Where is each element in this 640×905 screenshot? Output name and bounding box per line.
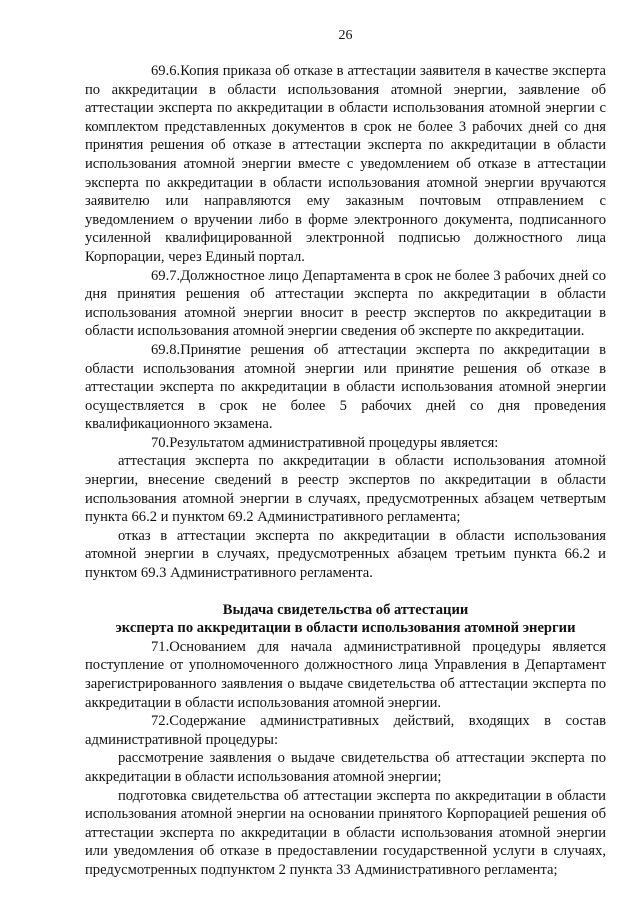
paragraph	[85, 787, 606, 880]
paragraph-number: 71.	[151, 638, 170, 655]
paragraph-text: Содержание административных действий, входящих в состав административной процедуры:	[85, 713, 606, 748]
section-title-line-2: эксперта по аккредитации в области использования атомной энергии	[115, 620, 576, 637]
paragraph-text: отказ в аттестации эксперта по аккредитации в области использования атомной энергии в случаях, предусмотренных абзацем третьим пункта 66.2 и пунктом 69.3 Административного регламента.	[85, 527, 606, 582]
paragraph	[85, 638, 606, 712]
paragraph	[85, 341, 606, 434]
paragraph-number: 69.8.	[151, 341, 181, 358]
paragraph-text: Копия приказа об отказе в аттестации заявителя в качестве эксперта по аккредитации в области использования атомной энергии, заявление об аттестации эксперта по аккредитации в области использования атомной энергии с комплектом представленных документов в срок не более 3 рабочих дней со дня принятия решения об отказе в аттестации эксперта по аккредитации в области использования атомной энергии вместе с уведомлением об отказе в аттестации эксперта по аккредитации в области использования атомной энергии вручаются заявителю или направляются ему заказным почтовым отправлением с уведомлением о вручении либо в форме электронного документа, подписанного усиленной квалифицированной электронной подписью должностного лица Корпорации, через Единый портал.	[85, 63, 606, 265]
paragraph-text: Результатом административной процедуры является:	[169, 434, 499, 451]
paragraph-number: 69.6.	[151, 63, 181, 79]
paragraph-text: рассмотрение заявления о выдаче свидетельства об аттестации эксперта по аккредитации в области использования атомной энергии;	[85, 750, 606, 785]
paragraph	[85, 452, 606, 526]
paragraphs-bottom	[85, 638, 606, 880]
paragraph-number: 69.7.	[151, 267, 181, 284]
paragraph	[85, 712, 606, 749]
paragraph-number: 70.	[151, 434, 170, 451]
paragraph-number: 72.	[151, 713, 170, 730]
section-title	[85, 601, 606, 638]
paragraph-text: подготовка свидетельства об аттестации эксперта по аккредитации в области использования атомной энергии на основании принятого Корпорацией решения об аттестации эксперта по аккредитации в области использования атомной энергии или уведомления об отказе в предоставлении государственной услуги в случаях, предусмотренных подпунктом 2 пункта 33 Административного регламента;	[85, 787, 606, 878]
paragraph	[85, 267, 606, 341]
paragraph-text: Принятие решения об аттестации эксперта по аккредитации в области использования атомной энергии или принятие решения об отказе в аттестации эксперта по аккредитации в области использования атомной энергии осуществляется в срок не более 5 рабочих дней со дня проведения квалификационного экзамена.	[85, 341, 606, 433]
document-body	[85, 62, 606, 880]
page-number: 26	[338, 28, 353, 43]
paragraph-text: Основанием для начала административной процедуры является поступление от уполномоченного должностного лица Управления в Департамент зарегистрированного заявления о выдаче свидетельства об аттестации эксперта по аккредитации в области использования атомной энергии.	[85, 638, 606, 711]
paragraphs-top	[85, 62, 606, 583]
paragraph-text: аттестация эксперта по аккредитации в области использования атомной энергии, внесение сведений в реестр экспертов по аккредитации в области использования атомной энергии в случаях, предусмотренных абзацем четвертым пункта 66.2 и пунктом 69.2 Административного регламента;	[85, 453, 606, 526]
paragraph	[85, 62, 606, 267]
paragraph	[85, 749, 606, 786]
paragraph	[85, 434, 606, 453]
paragraph-text: Должностное лицо Департамента в срок не более 3 рабочих дней со дня принятия решения об аттестации эксперта по аккредитации в области использования атомной энергии вносит в реестр экспертов по аккредитации в области использования атомной энергии сведения об эксперте по аккредитации.	[85, 267, 606, 340]
section-title-line-1: Выдача свидетельства об аттестации	[222, 601, 469, 618]
paragraph	[85, 527, 606, 583]
